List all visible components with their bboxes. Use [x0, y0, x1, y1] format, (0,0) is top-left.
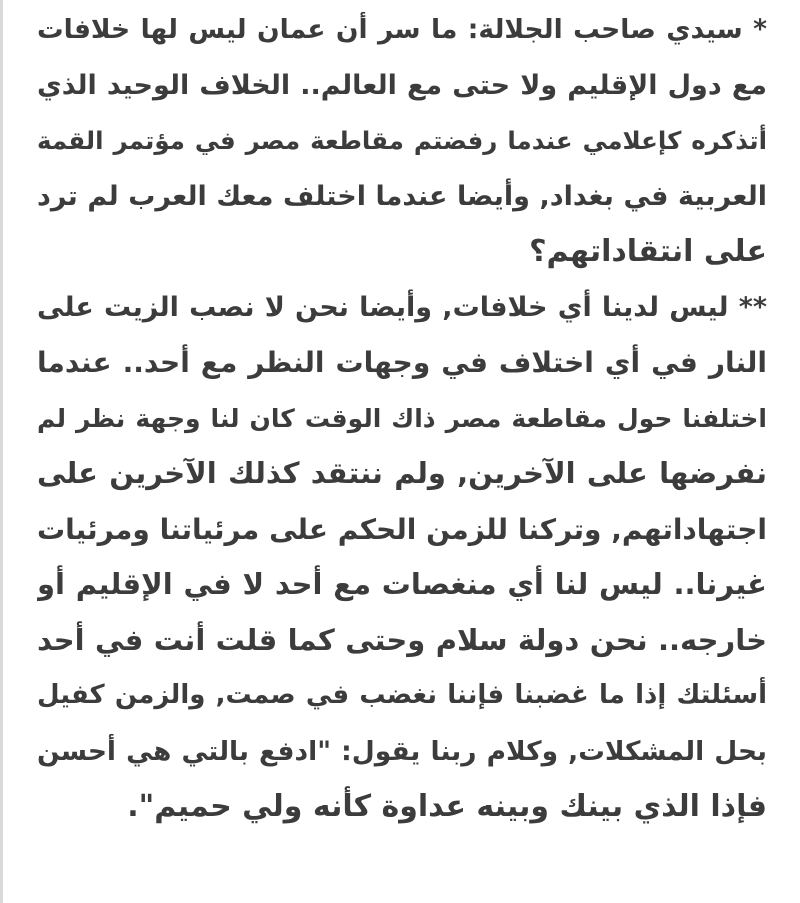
answer-line: بحل المشكلات, وكلام ربنا يقول: "ادفع بالتي هي أحسن	[37, 735, 767, 767]
answer-line: نفرضها على الآخرين, ولم ننتقد كذلك الآخرين على	[37, 456, 767, 490]
answer-line: اجتهاداتهم, وتركنا للزمن الحكم على مرئياتنا ومرئيات	[37, 512, 767, 546]
question-line: * سيدي صاحب الجلالة: ما سر أن عمان ليس لها خلافات	[37, 14, 767, 45]
answer-line: النار في أي اختلاف في وجهات النظر مع أحد.. عندما	[37, 346, 767, 379]
answer-line: ** ليس لدينا أي خلافات, وأيضا نحن لا نصب الزيت على	[37, 291, 767, 323]
answer-line: أسئلتك إذا ما غضبنا فإننا نغضب في صمت, والزمن كفيل	[37, 680, 767, 710]
answer-line: خارجه.. نحن دولة سلام وحتى كما قلت أنت في أحد	[37, 622, 767, 657]
question-line: مع دول الإقليم ولا حتى مع العالم.. الخلاف الوحيد الذي	[37, 69, 767, 101]
question-line: العربية في بغداد, وأيضا عندما اختلف معك العرب لم ترد	[37, 180, 767, 212]
answer-line: اختلفنا حول مقاطعة مصر ذاك الوقت كان لنا وجهة نظر لم	[37, 403, 767, 433]
answer-line: فإذا الذي بينك وبينه عداوة كأنه ولي حميم".	[127, 789, 767, 824]
question-line: أتذكره كإعلامي عندما رفضتم مقاطعة مصر في مؤتمر القمة	[37, 126, 767, 155]
question-line: على انتقاداتهم؟	[529, 234, 767, 269]
answer-line: غيرنا.. ليس لنا أي منغصات مع أحد لا في الإقليم أو	[37, 567, 767, 601]
interview-text	[37, 2, 767, 835]
